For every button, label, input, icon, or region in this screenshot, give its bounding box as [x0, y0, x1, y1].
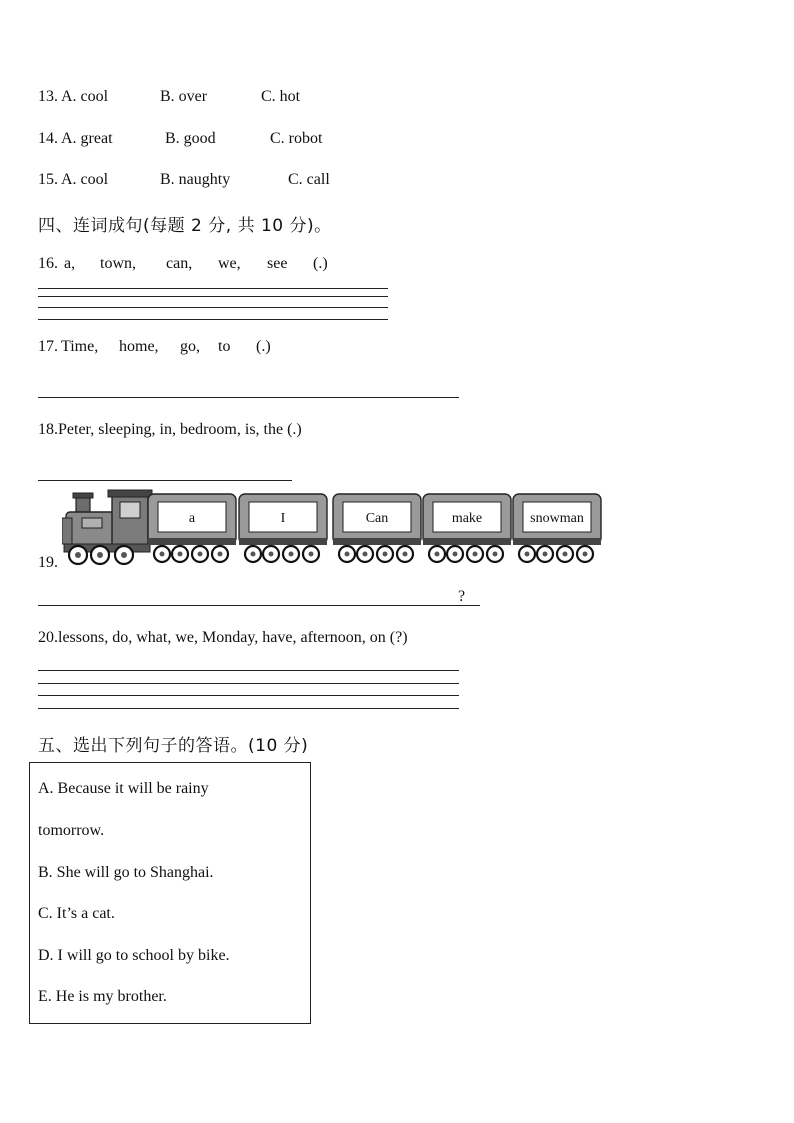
train-car-label: make — [451, 511, 483, 526]
q14-option-c: C. robot — [270, 130, 323, 147]
train-illustration — [62, 488, 602, 568]
q20-text: 20.lessons, do, what, we, Monday, have, afternoon, on (?) — [38, 629, 408, 646]
q15-option-b: B. naughty — [160, 171, 231, 188]
q17-word: go, — [180, 338, 200, 355]
answer-options-box — [29, 762, 311, 1024]
q13-number: 13. — [38, 88, 58, 105]
answer-line[interactable] — [38, 605, 480, 606]
q13-option-a: A. cool — [61, 88, 109, 105]
answer-line[interactable] — [38, 307, 388, 308]
q17-number: 17. — [38, 338, 58, 355]
option-a-line2: tomorrow. — [38, 822, 105, 839]
answer-line[interactable] — [38, 708, 459, 709]
option-d: D. I will go to school by bike. — [38, 947, 230, 964]
train-car — [239, 494, 327, 562]
q17-word: home, — [119, 338, 159, 355]
q16-word: a, — [64, 255, 76, 272]
q19-end-mark: ? — [458, 588, 466, 605]
q18-text: 18.Peter, sleeping, in, bedroom, is, the (.) — [38, 421, 302, 438]
option-a-line1: A. Because it will be rainy — [38, 780, 209, 797]
answer-line[interactable] — [38, 670, 459, 671]
answer-line[interactable] — [38, 480, 292, 481]
q15-number: 15. — [38, 171, 58, 188]
q17-word: to — [218, 338, 231, 355]
q15-option-c: C. call — [288, 171, 330, 188]
answer-line[interactable] — [38, 288, 388, 289]
answer-line[interactable] — [38, 695, 459, 696]
q14-option-b: B. good — [165, 130, 216, 147]
train-car-label: I — [280, 511, 286, 526]
q13-option-c: C. hot — [261, 88, 301, 105]
train-car-label: snowman — [530, 511, 584, 526]
q16-word: can, — [166, 255, 193, 272]
q16-word: see — [267, 255, 288, 272]
option-e: E. He is my brother. — [38, 988, 167, 1005]
locomotive-icon — [62, 490, 152, 564]
train-car — [333, 494, 421, 562]
q16-word: (.) — [313, 255, 328, 272]
q16-word: town, — [100, 255, 136, 272]
section-4-title: 四、连词成句(每题 2 分, 共 10 分)。 — [38, 216, 332, 236]
q14-number: 14. — [38, 130, 58, 147]
q13-option-b: B. over — [160, 88, 208, 105]
answer-line[interactable] — [38, 319, 388, 320]
train-car-label: a — [188, 511, 196, 526]
train-car-label: Can — [365, 511, 389, 526]
option-c: C. It’s a cat. — [38, 905, 115, 922]
q19-number: 19. — [38, 554, 58, 571]
answer-line[interactable] — [38, 397, 459, 398]
train-car — [148, 494, 236, 562]
train-cars — [148, 494, 601, 562]
train-car — [513, 494, 601, 562]
q17-word: Time, — [61, 338, 99, 355]
answer-line[interactable] — [38, 683, 459, 684]
q14-option-a: A. great — [61, 130, 113, 147]
q17-word: (.) — [256, 338, 271, 355]
train-car — [423, 494, 511, 562]
q16-word: we, — [218, 255, 241, 272]
option-b: B. She will go to Shanghai. — [38, 864, 214, 881]
answer-line[interactable] — [38, 296, 388, 297]
q15-option-a: A. cool — [61, 171, 109, 188]
q16-number: 16. — [38, 255, 58, 272]
section-5-title: 五、选出下列句子的答语。(10 分) — [38, 736, 309, 756]
